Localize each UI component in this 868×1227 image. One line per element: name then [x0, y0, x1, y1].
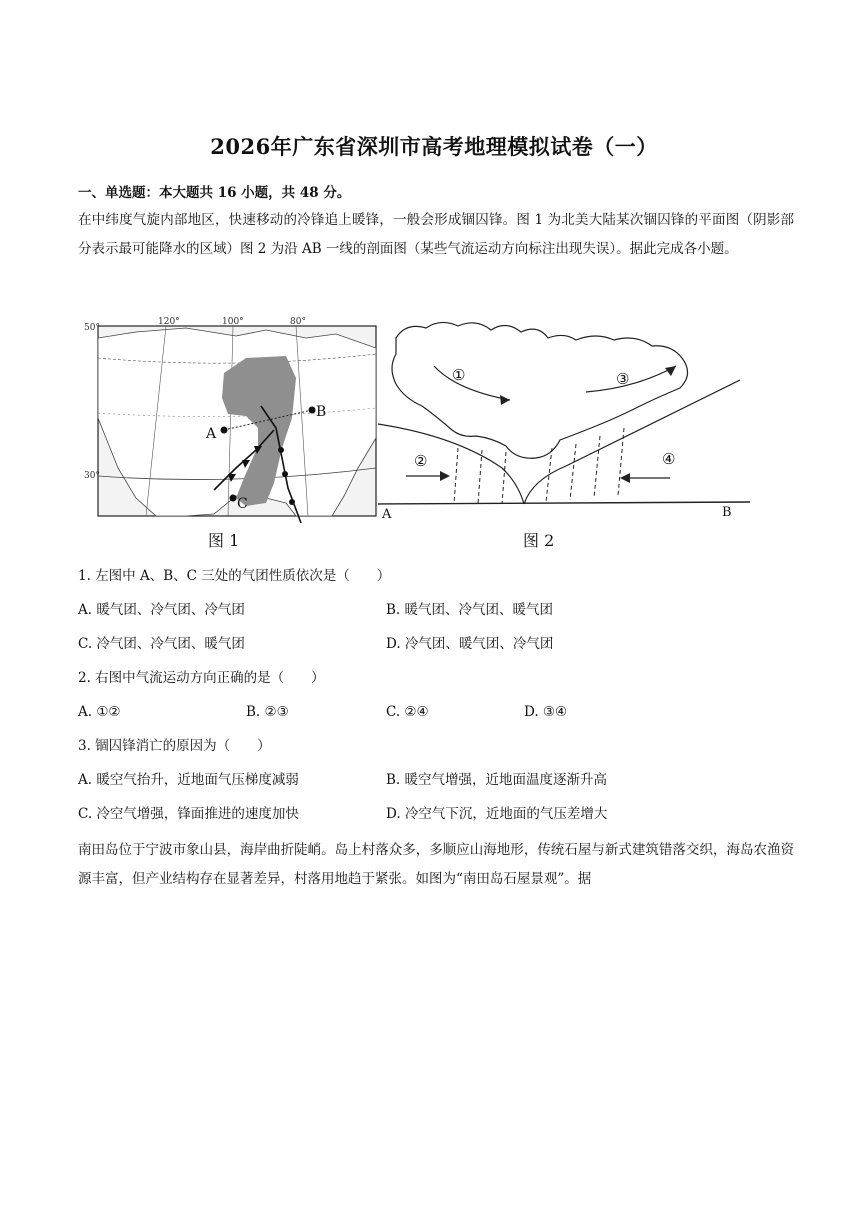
section-heading: 一、单选题：本大题共 16 小题，共 48 分。 [78, 185, 351, 201]
label-c: C [237, 496, 248, 512]
question-3-option-a[interactable]: A. 暖空气抬升，近地面气压梯度减弱 [78, 772, 299, 788]
lon-80-label: 80° [290, 317, 306, 327]
lon-120-label: 120° [158, 317, 180, 327]
label-a: A [206, 426, 217, 442]
arrow-1-label: ① [452, 366, 466, 384]
passage-2: 南田岛位于宁波市象山县，海岸曲折陡峭。岛上村落众多，多顺应山海地形，传统石屋与新式建筑错落交织，海岛农渔资源丰富，但产业结构存在显著差异，村落用地趋于紧张。如图为“南田岛石屋景观”。据 [78, 842, 794, 887]
section-label-b: B [722, 505, 732, 520]
intro-paragraph: 在中纬度气旋内部地区，快速移动的冷锋追上暖锋，一般会形成锢囚锋。图 1 为北美大陆某次锢囚锋的平面图（阴影部分表示最可能降水的区域）图 2 为沿 AB 一线的剖面图（某些气流运动方向标注出现失误）。据此完成各小题。 [78, 212, 794, 257]
page-title: 2026年广东省深圳市高考地理模拟试卷（一） [210, 134, 658, 159]
question-3-option-c[interactable]: C. 冷空气增强，锋面推进的速度加快 [78, 806, 299, 822]
question-1-stem: 1. 左图中 A、B、C 三处的气团性质依次是（ ） [78, 568, 391, 584]
point-b [309, 407, 316, 414]
arrow-4-label: ④ [662, 450, 676, 468]
question-3-option-d[interactable]: D. 冷空气下沉，近地面的气压差增大 [386, 806, 608, 822]
figures [84, 317, 756, 528]
question-3-stem: 3. 锢囚锋消亡的原因为（ ） [78, 738, 271, 754]
question-1-option-d[interactable]: D. 冷气团、暖气团、冷气团 [386, 636, 554, 652]
label-b: B [316, 404, 327, 420]
figure2-section [378, 322, 750, 522]
arrow-2-label: ② [414, 452, 428, 470]
arrow-3-label: ③ [616, 370, 630, 388]
lon-100-label: 100° [222, 317, 244, 327]
question-1-option-a[interactable]: A. 暖气团、冷气团、冷气团 [78, 602, 245, 618]
question-2-option-d[interactable]: D. ③④ [524, 704, 568, 720]
question-1-option-c[interactable]: C. 冷气团、冷气团、暖气团 [78, 636, 245, 652]
figure1-map [84, 317, 376, 523]
lat-30-label: 30° [84, 471, 100, 481]
question-2-option-b[interactable]: B. ②③ [246, 704, 289, 720]
question-2-option-a[interactable]: A. ①② [78, 704, 121, 720]
question-2-stem: 2. 右图中气流运动方向正确的是（ ） [78, 670, 325, 686]
lat-50-label: 50° [84, 323, 100, 333]
figure2-caption: 图 2 [523, 531, 555, 550]
question-1-option-b[interactable]: B. 暖气团、冷气团、暖气团 [386, 602, 554, 618]
section-label-a: A [382, 507, 392, 522]
point-c [230, 495, 237, 502]
question-3-option-b[interactable]: B. 暖空气增强，近地面温度逐渐升高 [386, 772, 608, 788]
point-a [221, 427, 228, 434]
figure1-caption: 图 1 [208, 531, 240, 550]
question-2-option-c[interactable]: C. ②④ [386, 704, 429, 720]
